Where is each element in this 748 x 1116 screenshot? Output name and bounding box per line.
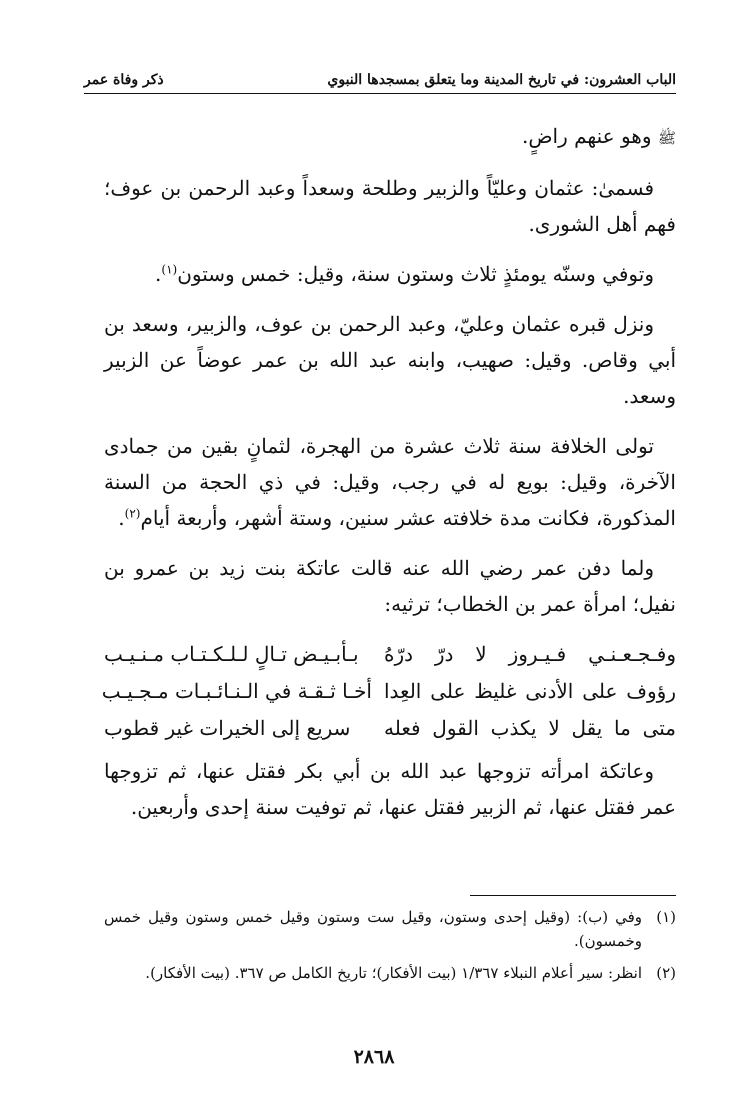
paragraph-6: ولما دفن عمر رضي الله عنه قالت عاتكة بنت زيد بن عمرو بن نفيل؛ امرأة عمر بن الخطاب؛ ترثيه: bbox=[104, 556, 676, 616]
footnote-text: انظر: سير أعلام النبلاء ١/٣٦٧ (بيت الأفكار)؛ تاريخ الكامل ص ٣٦٧. (بيت الأفكار). bbox=[145, 964, 642, 982]
footnote-ref-1[interactable]: (١) bbox=[161, 262, 178, 277]
paragraph-5-end: . bbox=[118, 506, 125, 530]
paragraph-3 bbox=[104, 256, 676, 292]
poem-verse bbox=[104, 710, 676, 747]
verse-second-hemistich: سريع إلى الخيرات غير قطوب bbox=[104, 716, 351, 740]
footnote-1 bbox=[104, 905, 676, 953]
paragraph-4: ونزل قبره عثمان وعليّ، وعبد الرحمن بن عوف، والزبير، وسعد بن أبي وقاص. وقيل: صهيب، وابنه عبد الله بن عمر عوضاً عن الزبير وسعد. bbox=[104, 312, 676, 408]
header-divider bbox=[84, 93, 676, 94]
paragraph-7: وعاتكة امرأته تزوجها عبد الله بن أبي بكر فقتل عنها، ثم تزوجها عمر فقتل عنها، ثم الزبير فقتل عنها، ثم توفيت سنة إحدى وأربعين. bbox=[104, 759, 676, 819]
verse-first-hemistich: وفـجـعـنـي فـيـروز لا درّ درّهُ bbox=[384, 642, 676, 666]
paragraph-3-end: . bbox=[155, 262, 162, 286]
footnote-number: (١) bbox=[656, 908, 676, 926]
paragraph-2: فسمىٰ: عثمان وعليّاً والزبير وطلحة وسعداً وعبد الرحمن بن عوف؛ فهم أهل الشورى. bbox=[104, 176, 676, 236]
paragraph-1 bbox=[104, 118, 676, 156]
paragraph-1-text: وهو عنهم راضٍ. bbox=[522, 124, 652, 148]
salla-symbol: ﷺ bbox=[657, 129, 676, 147]
chapter-title: الباب العشرون: في تاريخ المدينة وما يتعلق بمسجدها النبوي bbox=[327, 72, 676, 88]
footnote-ref-2[interactable]: (٢) bbox=[124, 506, 141, 521]
footnotes bbox=[104, 905, 676, 993]
paragraph-5-text: تولى الخلافة سنة ثلاث عشرة من الهجرة، لثمانٍ بقين من جمادى الآخرة، وقيل: بويع له في رجب، وقيل: في ذي الحجة من السنة المذكورة، فكانت مدة خلافته عشر سنين، وستة أشهر، وأربعة أيام bbox=[104, 434, 676, 530]
footnote-divider bbox=[470, 895, 676, 896]
footnote-number: (٢) bbox=[656, 964, 676, 982]
main-text bbox=[101, 118, 676, 839]
section-title: ذكر وفاة عمر bbox=[84, 72, 164, 88]
page-number: ٢٨٦٨ bbox=[353, 1046, 395, 1068]
elegy-poem bbox=[101, 636, 676, 747]
paragraph-3-text: وتوفي وسنّه يومئذٍ ثلاث وستون سنة، وقيل: خمس وستون bbox=[177, 262, 654, 286]
verse-first-hemistich: متى ما يقل لا يكذب القول فعله bbox=[384, 716, 676, 740]
running-header bbox=[84, 60, 676, 88]
verse-second-hemistich: أخـا ثـقـة في الـنـائـبـات مـجـيـب bbox=[101, 679, 372, 703]
footnote-2 bbox=[104, 961, 676, 985]
verse-second-hemistich: بـأبـيـض تـالٍ لـلـكـتـاب مـنـيـب bbox=[104, 642, 359, 666]
poem-verse bbox=[104, 636, 676, 673]
footnote-text: وفي (ب): (وقيل إحدى وستون، وقيل ست وستون وقيل خمس وستون وقيل خمس وخمسون). bbox=[104, 908, 642, 950]
poem-verse bbox=[101, 673, 676, 710]
paragraph-5 bbox=[104, 428, 676, 536]
verse-first-hemistich: رؤوف على الأدنى غليظ على العِدا bbox=[384, 679, 676, 703]
